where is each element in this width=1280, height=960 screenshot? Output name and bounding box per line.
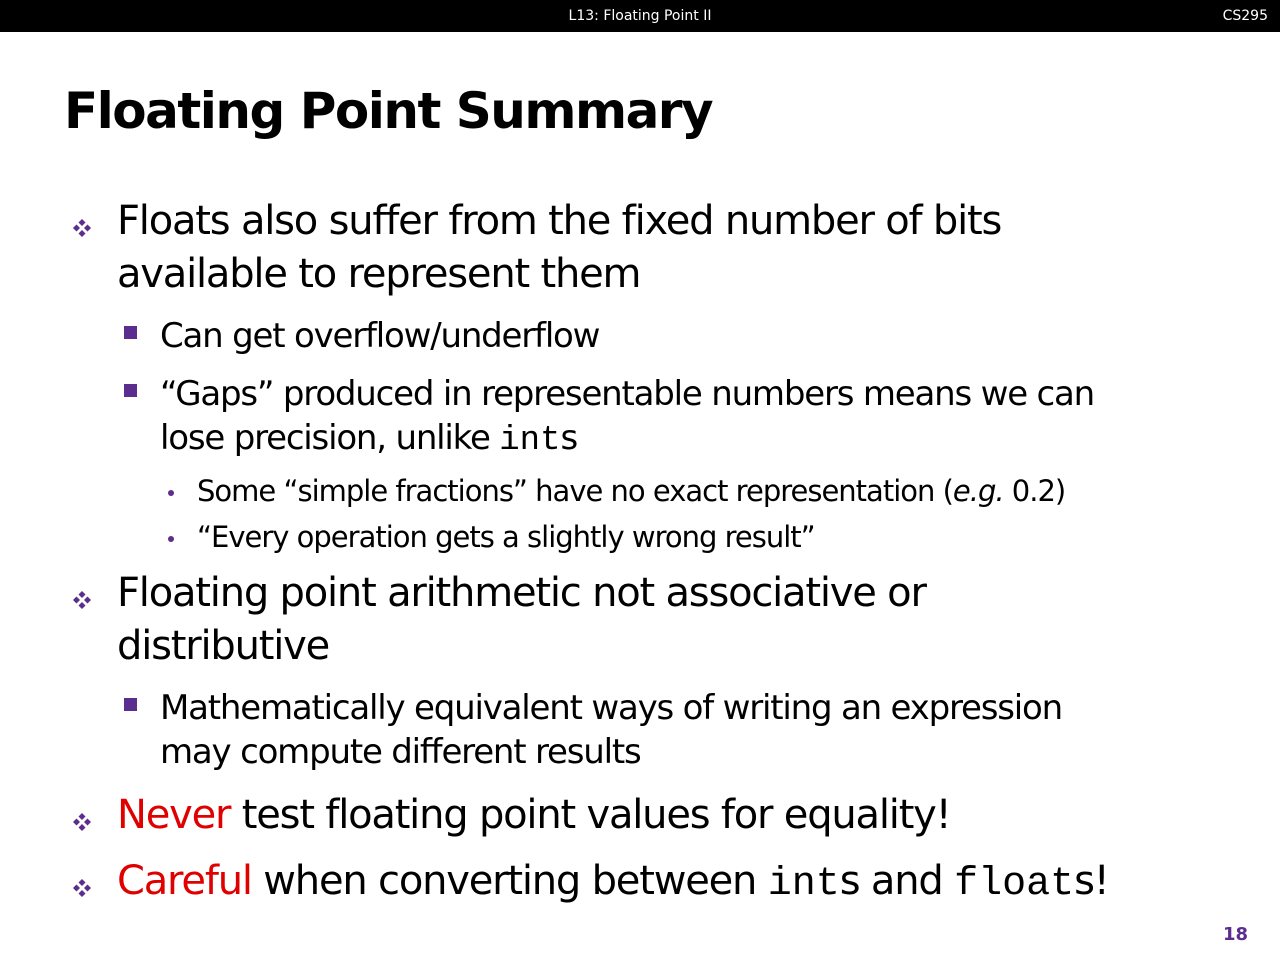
bullet-2-sub-1-line-1: Mathematically equivalent ways of writing an expression [160,688,1062,728]
bullet-4 [117,858,1109,907]
diamond-cluster-bullet-icon [70,588,94,612]
text-segment: s [560,418,578,458]
text-segment: Some “simple fractions” have no exact representation ( [197,474,953,508]
bullet-1-sub-2-line-1: “Gaps” produced in representable numbers means we can [160,374,1095,414]
diamond-cluster-bullet-icon [70,810,94,834]
bullet-2-line-2: distributive [117,623,330,669]
emphasis-text: e.g. [952,474,1004,508]
text-segment: 0.2) [1003,474,1066,508]
course-label: CS295 [1222,8,1268,24]
text-segment: s and [839,858,955,904]
code-text: float [954,862,1075,907]
dot-bullet-icon [168,490,174,496]
dot-bullet-icon [168,536,174,542]
page-number: 18 [1222,924,1248,945]
slide-title: Floating Point Summary [64,82,713,140]
text-segment: when converting between [251,858,768,904]
bullet-1-sub-1: Can get overflow/underflow [160,316,600,356]
bullet-2-line-1: Floating point arithmetic not associative or [117,570,926,616]
bullet-2-sub-1-line-2: may compute different results [160,732,641,772]
square-bullet-icon [124,698,137,711]
bullet-1-sub-2-sub-1 [197,474,1065,508]
bullet-1-sub-2-sub-2: “Every operation gets a slightly wrong result” [197,520,815,554]
code-text: int [499,422,561,460]
bullet-3 [117,792,950,838]
emphasis-careful: Careful [117,858,252,904]
square-bullet-icon [124,384,137,397]
text-segment: test floating point values for equality! [230,792,951,838]
bullet-1-line-1: Floats also suffer from the fixed number of bits [117,198,1002,244]
emphasis-never: Never [117,792,231,838]
square-bullet-icon [124,326,137,339]
bullet-1-sub-2-line-2 [160,418,577,460]
diamond-cluster-bullet-icon [70,216,94,240]
diamond-cluster-bullet-icon [70,876,94,900]
code-text: int [767,862,840,907]
text-segment: lose precision, unlike [160,418,500,458]
lecture-title: L13: Floating Point II [568,8,712,24]
text-segment: s! [1074,858,1109,904]
bullet-1-line-2: available to represent them [117,251,641,297]
